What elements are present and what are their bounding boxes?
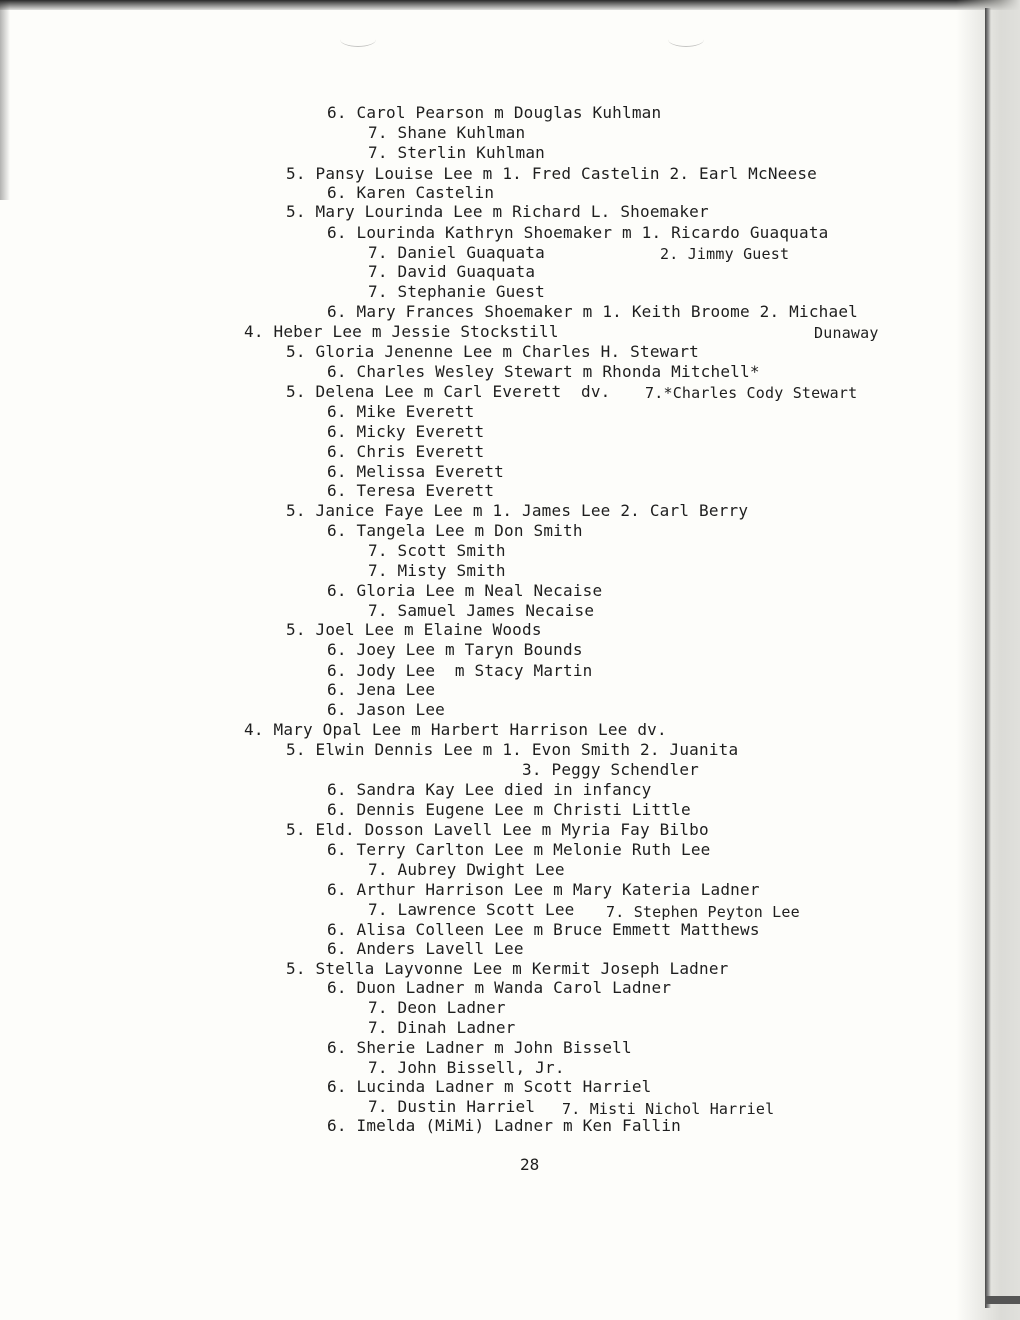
- genealogy-entry: [286, 820, 709, 840]
- genealogy-entry: [327, 840, 711, 860]
- genealogy-entry: [368, 541, 506, 561]
- generation-number: 6.: [327, 223, 347, 242]
- generation-number: 5.: [286, 342, 306, 361]
- genealogy-entry: [286, 202, 709, 222]
- entry-text: Daniel Guaquata: [397, 243, 546, 262]
- entry-text: Imelda (MiMi) Ladner m Ken Fallin: [356, 1116, 681, 1135]
- generation-number: 5.: [286, 620, 306, 639]
- entry-text: Sherie Ladner m John Bissell: [356, 1038, 632, 1057]
- generation-number: 6.: [327, 103, 347, 122]
- entry-text: Deon Ladner: [397, 998, 506, 1017]
- generation-number: 6.: [327, 1077, 347, 1096]
- genealogy-entry: [368, 1097, 535, 1117]
- entry-text: Pansy Louise Lee m 1. Fred Castelin 2. Earl McNeese: [315, 164, 817, 183]
- generation-number: 7.: [368, 243, 388, 262]
- genealogy-entry: [286, 501, 748, 521]
- genealogy-entry: [327, 780, 652, 800]
- generation-number: 6.: [327, 402, 347, 421]
- entry-text: Alisa Colleen Lee m Bruce Emmett Matthews: [356, 920, 760, 939]
- genealogy-entry: [327, 183, 494, 203]
- genealogy-entry: [327, 1038, 632, 1058]
- genealogy-entry: [327, 680, 435, 700]
- generation-number: 6.: [327, 422, 347, 441]
- entry-text: Samuel James Necaise: [397, 601, 595, 620]
- entry-text: Karen Castelin: [356, 183, 495, 202]
- generation-number: 5.: [286, 740, 306, 759]
- genealogy-entry: [327, 978, 671, 998]
- entry-text: Lourinda Kathryn Shoemaker m 1. Ricardo Guaquata: [356, 223, 829, 242]
- genealogy-entry: [368, 601, 594, 621]
- genealogy-entry: [522, 760, 699, 780]
- entry-text: Teresa Everett: [356, 481, 495, 500]
- genealogy-entry: [327, 362, 760, 382]
- generation-number: 7.: [368, 1097, 388, 1116]
- generation-number: 6.: [327, 800, 347, 819]
- entry-text: Gloria Jenenne Lee m Charles H. Stewart: [315, 342, 699, 361]
- genealogy-entry: [327, 402, 475, 422]
- generation-number: 6.: [327, 920, 347, 939]
- entry-text: Sandra Kay Lee died in infancy: [356, 780, 652, 799]
- genealogy-entry: [327, 521, 583, 541]
- genealogy-entry: [327, 800, 691, 820]
- genealogy-entry: [327, 103, 661, 123]
- genealogy-entry: [327, 581, 602, 601]
- entry-text: Mary Frances Shoemaker m 1. Keith Broome 2. Michael: [356, 302, 858, 321]
- entry-text: Chris Everett: [356, 442, 485, 461]
- genealogy-entry: [327, 640, 583, 660]
- generation-number: 6.: [327, 183, 347, 202]
- entry-text: Jody Lee m Stacy Martin: [356, 661, 593, 680]
- generation-number: 6.: [327, 1116, 347, 1135]
- entry-text: Mary Lourinda Lee m Richard L. Shoemaker: [315, 202, 709, 221]
- genealogy-entry: [368, 1018, 516, 1038]
- generation-number: 7.: [368, 561, 388, 580]
- generation-number: 7.: [368, 1058, 388, 1077]
- generation-number: 5.: [286, 202, 306, 221]
- entry-text: Mike Everett: [356, 402, 475, 421]
- genealogy-entry: [286, 740, 738, 760]
- genealogy-entry: [368, 143, 545, 163]
- generation-number: 7.: [368, 998, 388, 1017]
- genealogy-entry: [327, 223, 829, 243]
- entry-text: Dustin Harriel: [397, 1097, 536, 1116]
- generation-number: 6.: [327, 880, 347, 899]
- entry-text: David Guaquata: [397, 262, 536, 281]
- generation-number: 6.: [327, 640, 347, 659]
- generation-number: 4.: [244, 720, 264, 739]
- child-continuation: 7. Misti Nichol Harriel: [562, 1100, 775, 1118]
- entry-text: Mary Opal Lee m Harbert Harrison Lee dv.: [273, 720, 667, 739]
- spouse-continuation: Dunaway: [814, 324, 879, 342]
- genealogy-entry: [327, 920, 760, 940]
- genealogy-entry: [327, 880, 760, 900]
- genealogy-entry: [244, 322, 559, 342]
- generation-number: 6.: [327, 581, 347, 600]
- entry-text: Gloria Lee m Neal Necaise: [356, 581, 603, 600]
- genealogy-entry: [327, 422, 484, 442]
- entry-text: Terry Carlton Lee m Melonie Ruth Lee: [356, 840, 711, 859]
- generation-number: 5.: [286, 820, 306, 839]
- genealogy-entry: [327, 661, 593, 681]
- entry-text: Dinah Ladner: [397, 1018, 516, 1037]
- entry-text: Lucinda Ladner m Scott Harriel: [356, 1077, 652, 1096]
- genealogy-entry: [327, 1077, 652, 1097]
- entry-text: Delena Lee m Carl Everett dv.: [315, 382, 611, 401]
- generation-number: 7.: [368, 601, 388, 620]
- entry-text: Anders Lavell Lee: [356, 939, 524, 958]
- genealogy-entry: [327, 481, 494, 501]
- entry-text: Elwin Dennis Lee m 1. Evon Smith 2. Juanita: [315, 740, 739, 759]
- generation-number: 5.: [286, 164, 306, 183]
- generation-number: 6.: [327, 521, 347, 540]
- genealogy-entry: [368, 123, 525, 143]
- genealogy-entry: [327, 700, 445, 720]
- genealogy-entry: [327, 462, 504, 482]
- genealogy-entry: [368, 900, 575, 920]
- genealogy-entry: [286, 620, 542, 640]
- entry-text: Heber Lee m Jessie Stockstill: [273, 322, 559, 341]
- generation-number: 7.: [368, 860, 388, 879]
- generation-number: 7.: [368, 541, 388, 560]
- generation-number: 5.: [286, 959, 306, 978]
- genealogy-entry: [368, 243, 545, 263]
- entry-text: Tangela Lee m Don Smith: [356, 521, 583, 540]
- genealogy-entry: [327, 1116, 681, 1136]
- entry-text: Arthur Harrison Lee m Mary Kateria Ladner: [356, 880, 760, 899]
- generation-number: 6.: [327, 302, 347, 321]
- entry-text: Shane Kuhlman: [397, 123, 526, 142]
- generation-number: 6.: [327, 680, 347, 699]
- genealogy-entry: [286, 164, 817, 184]
- entry-text: Charles Wesley Stewart m Rhonda Mitchell*: [356, 362, 760, 381]
- genealogy-entry: [286, 959, 729, 979]
- generation-number: 6.: [327, 462, 347, 481]
- generation-number: 7.: [368, 123, 388, 142]
- entry-text: Aubrey Dwight Lee: [397, 860, 565, 879]
- entry-text: John Bissell, Jr.: [397, 1058, 565, 1077]
- spouse-continuation: 2. Jimmy Guest: [660, 245, 790, 263]
- genealogy-entry: [327, 442, 484, 462]
- generation-number: 6.: [327, 939, 347, 958]
- child-continuation: 7. Stephen Peyton Lee: [606, 903, 800, 921]
- entry-text: Joey Lee m Taryn Bounds: [356, 640, 583, 659]
- genealogy-entry: [286, 382, 611, 402]
- entry-text: Jena Lee: [356, 680, 436, 699]
- entry-text: Jason Lee: [356, 700, 446, 719]
- generation-number: 6.: [327, 700, 347, 719]
- entry-text: Scott Smith: [397, 541, 506, 560]
- entry-text: Joel Lee m Elaine Woods: [315, 620, 542, 639]
- genealogy-entry: [368, 998, 506, 1018]
- genealogy-entry: [327, 302, 858, 322]
- generation-number: 5.: [286, 382, 306, 401]
- entry-text: Duon Ladner m Wanda Carol Ladner: [356, 978, 672, 997]
- genealogy-entry: [368, 282, 545, 302]
- generation-number: 7.: [368, 282, 388, 301]
- entry-text: Misty Smith: [397, 561, 506, 580]
- generation-number: 6.: [327, 840, 347, 859]
- genealogy-entry: [368, 561, 506, 581]
- genealogy-entry: [327, 939, 524, 959]
- generation-number: 6.: [327, 780, 347, 799]
- generation-number: 7.: [368, 262, 388, 281]
- entry-text: Lawrence Scott Lee: [397, 900, 575, 919]
- entry-text: 3. Peggy Schendler: [522, 760, 699, 779]
- generation-number: 6.: [327, 442, 347, 461]
- generation-number: 6.: [327, 978, 347, 997]
- generation-number: 6.: [327, 661, 347, 680]
- entry-text: Eld. Dosson Lavell Lee m Myria Fay Bilbo: [315, 820, 709, 839]
- page-number: 28: [520, 1155, 540, 1174]
- entry-text: Janice Faye Lee m 1. James Lee 2. Carl Berry: [315, 501, 749, 520]
- generation-number: 6.: [327, 362, 347, 381]
- generation-number: 6.: [327, 1038, 347, 1057]
- generation-number: 7.: [368, 143, 388, 162]
- entry-text: Stella Layvonne Lee m Kermit Joseph Ladner: [315, 959, 729, 978]
- generation-number: 7.: [368, 900, 388, 919]
- genealogy-entry: [286, 342, 699, 362]
- generation-number: 5.: [286, 501, 306, 520]
- child-continuation: 7.*Charles Cody Stewart: [645, 384, 858, 402]
- generation-number: 4.: [244, 322, 264, 341]
- entry-text: Melissa Everett: [356, 462, 505, 481]
- entry-text: Micky Everett: [356, 422, 485, 441]
- generation-number: 7.: [368, 1018, 388, 1037]
- genealogy-entry: [244, 720, 667, 740]
- generation-number: 6.: [327, 481, 347, 500]
- entry-text: Stephanie Guest: [397, 282, 546, 301]
- entry-text: Dennis Eugene Lee m Christi Little: [356, 800, 691, 819]
- genealogy-entry: [368, 1058, 565, 1078]
- entry-text: Sterlin Kuhlman: [397, 143, 546, 162]
- genealogy-entry: [368, 262, 535, 282]
- entry-text: Carol Pearson m Douglas Kuhlman: [356, 103, 662, 122]
- genealogy-entry: [368, 860, 565, 880]
